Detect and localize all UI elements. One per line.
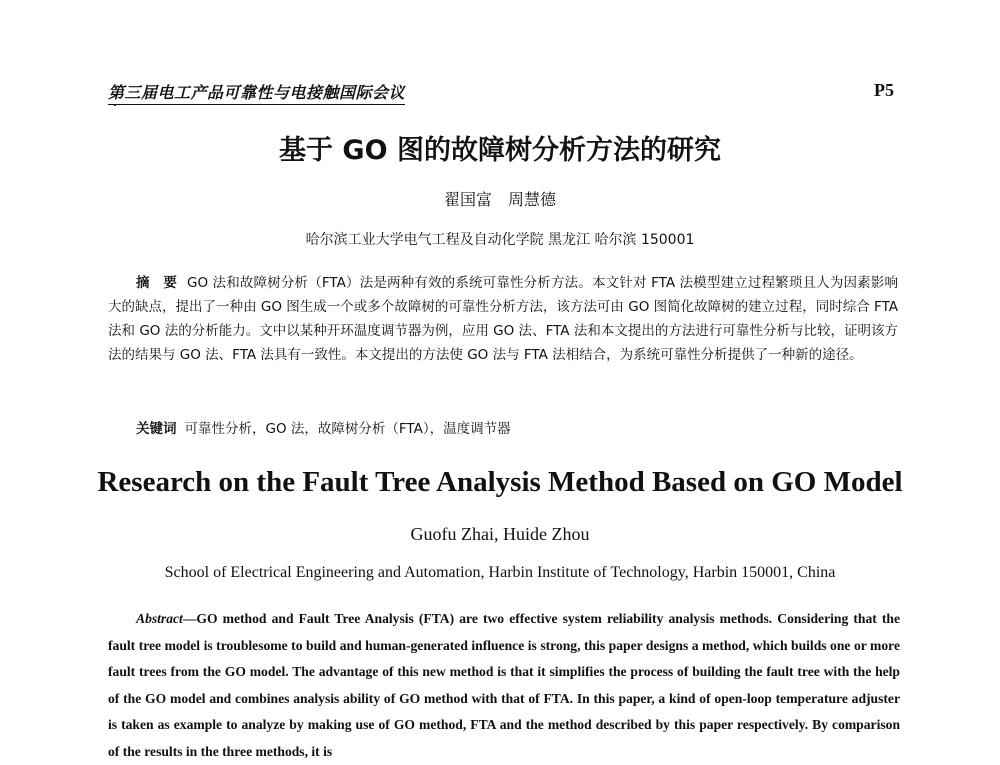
english-abstract-label: Abstract	[136, 611, 183, 626]
conference-header: 第三届电工产品可靠性与电接触国际会议	[108, 80, 405, 105]
english-abstract-text: —GO method and Fault Tree Analysis (FTA) are two effective system reliability analysis methods. Considering that the fault tree model is troublesome to build and human-generated influence is strong, this paper designs a method, which builds one or more fault trees from the GO model. The advantage of this new method is that it simplifies the process of building the fault tree with the help of the GO model and combines analysis ability of GO method with that of FTA. In this paper, a kind of open-loop temperature adjuster is taken as example to analyze by making use of GO method, FTA and the method described by this paper respectively. By comparison of the results in the three methods, it is	[108, 611, 900, 759]
chinese-abstract	[108, 271, 898, 367]
english-authors: Guofu Zhai, Huide Zhou	[410, 524, 590, 544]
speck-mark	[114, 104, 116, 106]
chinese-keywords-label: 关键词	[136, 421, 177, 437]
chinese-abstract-label: 摘 要	[136, 275, 177, 291]
english-abstract	[108, 606, 900, 765]
english-affiliation: School of Electrical Engineering and Automation, Harbin Institute of Technology, Harbin 150001, China	[164, 564, 836, 581]
english-title: Research on the Fault Tree Analysis Method Based on GO Model	[97, 466, 903, 498]
chinese-affiliation: 哈尔滨工业大学电气工程及自动化学院 黑龙江 哈尔滨 150001	[305, 232, 695, 248]
chinese-keywords-text: 可靠性分析，GO 法，故障树分析（FTA），温度调节器	[184, 421, 511, 437]
chinese-abstract-text: GO 法和故障树分析（FTA）法是两种有效的系统可靠性分析方法。本文针对 FTA 法模型建立过程繁琐且人为因素影响大的缺点，提出了一种由 GO 图生成一个或多个故障树的可靠性分析方法，该方法可由 GO 图简化故障树的建立过程，同时综合 FTA 法和 GO 法的分析能力。文中以某种开环温度调节器为例，应用 GO 法、FTA 法和本文提出的方法进行可靠性分析与比较，证明该方法的结果与 GO 法、FTA 法具有一致性。本文提出的方法使 GO 法与 FTA 法相结合，为系统可靠性分析提供了一种新的途径。	[108, 275, 898, 363]
chinese-title: 基于 GO 图的故障树分析方法的研究	[279, 135, 721, 166]
chinese-keywords	[136, 417, 511, 437]
chinese-authors: 翟国富 周慧德	[443, 190, 556, 209]
page-number: P5	[874, 80, 894, 100]
